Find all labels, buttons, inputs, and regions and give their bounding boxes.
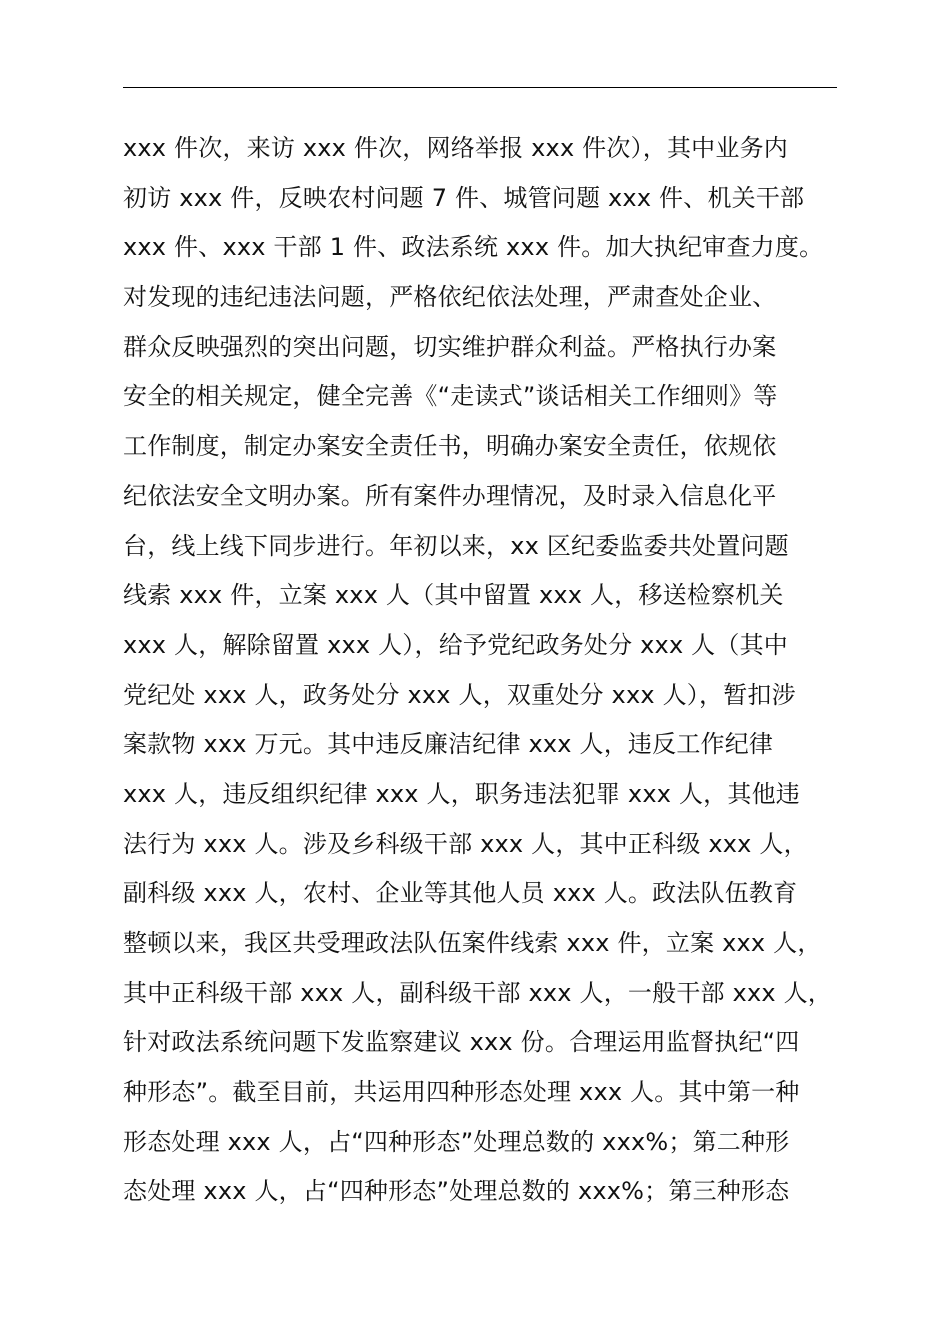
text-line: xxx 件、xxx 干部 1 件、政法系统 xxx 件。加大执纪审查力度。	[123, 233, 824, 262]
text-line: 台，线上线下同步进行。年初以来，xx 区纪委监委共处置问题	[123, 531, 789, 560]
text-line: 纪依法安全文明办案。所有案件办理情况，及时录入信息化平	[123, 481, 777, 510]
text-line: 对发现的违纪违法问题，严格依纪依法处理，严肃查处企业、	[123, 283, 777, 312]
text-line: 副科级 xxx 人，农村、企业等其他人员 xxx 人。政法队伍教育	[123, 879, 798, 908]
text-line: 工作制度，制定办案安全责任书，明确办案安全责任，依规依	[123, 432, 777, 461]
text-line: xxx 件次，来访 xxx 件次，网络举报 xxx 件次），其中业务内	[123, 134, 788, 162]
text-line: 种形态”。截至目前，共运用四种形态处理 xxx 人。其中第一种	[123, 1078, 800, 1107]
text-line: xxx 人，违反组织纪律 xxx 人，职务违法犯罪 xxx 人，其他违	[123, 779, 800, 808]
text-line: 初访 xxx 件，反映农村问题 7 件、城管问题 xxx 件、机关干部	[123, 183, 805, 212]
header-rule	[123, 87, 837, 88]
text-line: 党纪处 xxx 人，政务处分 xxx 人，双重处分 xxx 人），暂扣涉	[123, 680, 796, 709]
text-line: 态处理 xxx 人，占“四种形态”处理总数的 xxx%；第三种形态	[123, 1177, 790, 1206]
text-line: 安全的相关规定，健全完善《“走读式”谈话相关工作细则》等	[123, 382, 778, 411]
text-line: 法行为 xxx 人。涉及乡科级干部 xxx 人，其中正科级 xxx 人，	[123, 829, 808, 858]
text-line: 形态处理 xxx 人，占“四种形态”处理总数的 xxx%；第二种形	[123, 1127, 790, 1156]
text-line: 针对政法系统问题下发监察建议 xxx 份。合理运用监督执纪“四	[123, 1028, 800, 1057]
body-paragraph	[123, 124, 883, 1217]
text-line: 线索 xxx 件，立案 xxx 人（其中留置 xxx 人，移送检察机关	[123, 581, 784, 610]
text-line: 案款物 xxx 万元。其中违反廉洁纪律 xxx 人，违反工作纪律	[123, 730, 774, 759]
text-line: 群众反映强烈的突出问题，切实维护群众利益。严格执行办案	[123, 332, 777, 361]
text-line: xxx 人，解除留置 xxx 人），给予党纪政务处分 xxx 人（其中	[123, 630, 788, 659]
text-line: 其中正科级干部 xxx 人，副科级干部 xxx 人，一般干部 xxx 人，	[123, 978, 832, 1007]
text-line: 整顿以来，我区共受理政法队伍案件线索 xxx 件，立案 xxx 人，	[123, 929, 822, 957]
